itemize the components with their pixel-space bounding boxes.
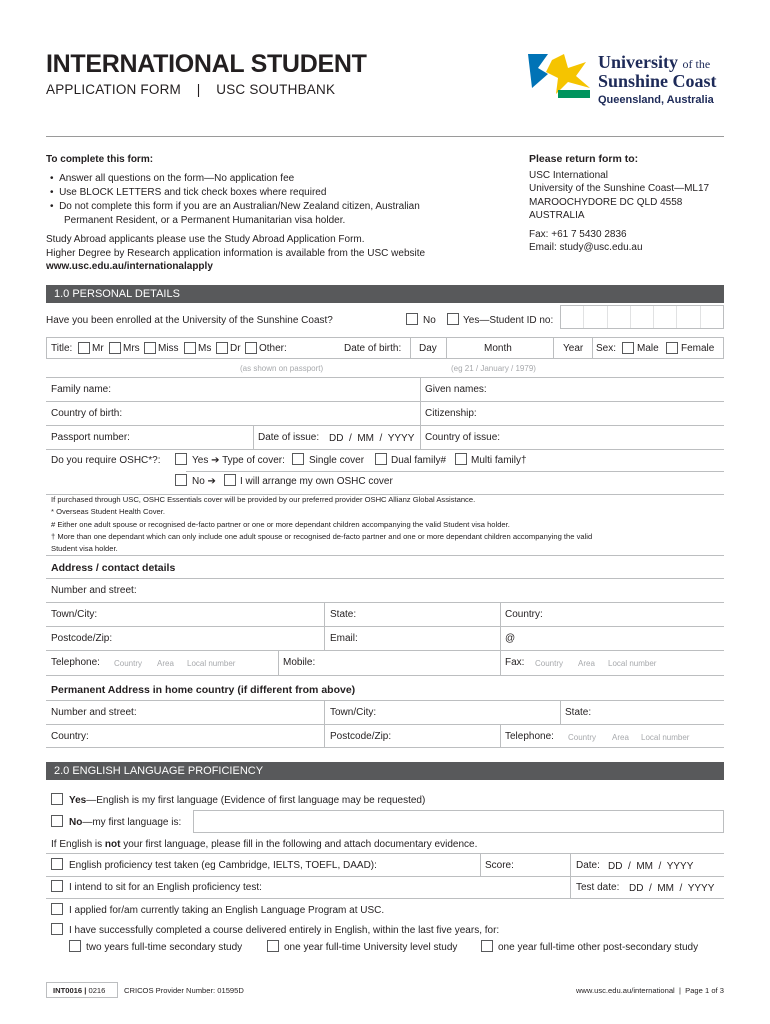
title-other-label: Other:: [259, 343, 287, 354]
oshc-multi-label: Multi family†: [471, 455, 527, 466]
perm-street-label: Number and street:: [51, 707, 137, 718]
country-of-birth-field[interactable]: [140, 402, 418, 424]
logo-university: University: [598, 52, 678, 72]
oshc-question: Do you require OSHC*?:: [51, 455, 161, 466]
test-date-field[interactable]: DD / MM / YYYY: [608, 861, 694, 872]
logo-of-the: of the: [682, 57, 711, 71]
title-dr-checkbox[interactable]: [216, 342, 228, 354]
perm-telephone-area-field[interactable]: Area: [612, 733, 629, 742]
post-secondary-label: one year full-time other post-secondary study: [498, 942, 699, 953]
dob-example-note: (eg 21 / January / 1979): [451, 364, 536, 373]
title-ms-checkbox[interactable]: [184, 342, 196, 354]
return-line: University of the Sunshine Coast—ML17: [529, 183, 710, 194]
cricos-number: CRICOS Provider Number: 01595D: [124, 986, 244, 995]
title-mr-label: Mr: [92, 343, 104, 354]
title-mrs-label: Mrs: [123, 343, 140, 354]
footer-page-info: www.usc.edu.au/international | Page 1 of 3: [575, 986, 724, 995]
university-study-checkbox[interactable]: [267, 940, 279, 952]
secondary-study-label: two years full-time secondary study: [86, 942, 243, 953]
return-line: USC International: [529, 169, 608, 181]
fax-local-field[interactable]: Local number: [608, 659, 657, 668]
perm-country-label: Country:: [51, 731, 89, 742]
title-mrs-checkbox[interactable]: [109, 342, 121, 354]
secondary-study-checkbox[interactable]: [69, 940, 81, 952]
title-mr-checkbox[interactable]: [78, 342, 90, 354]
intended-test-date-field[interactable]: DD / MM / YYYY: [629, 883, 715, 894]
study-abroad-note: Study Abroad applicants please use the Study Abroad Application Form.: [46, 234, 365, 245]
sex-female-checkbox[interactable]: [666, 342, 678, 354]
given-names-field[interactable]: [500, 378, 722, 400]
section-1-header: 1.0 PERSONAL DETAILS: [46, 285, 724, 303]
date-of-issue-field[interactable]: DD / MM / YYYY: [329, 433, 415, 444]
address-state-field[interactable]: [365, 603, 498, 625]
citizenship-field[interactable]: [490, 402, 722, 424]
title-other-checkbox[interactable]: [245, 342, 257, 354]
perm-country-field[interactable]: [100, 725, 322, 747]
given-names-label: Given names:: [425, 384, 487, 395]
return-line: AUSTRALIA: [529, 210, 585, 221]
return-address: [529, 153, 709, 255]
mobile-field[interactable]: [322, 651, 498, 675]
intended-test-date-label: Test date:: [576, 882, 620, 893]
email-label: Email:: [330, 633, 358, 644]
perm-postcode-field[interactable]: [405, 725, 498, 747]
title-dr-label: Dr: [230, 343, 241, 354]
oshc-dual-checkbox[interactable]: [375, 453, 387, 465]
instruction-item: • Do not complete this form if you are an Australian/New Zealand citizen, Australian: [50, 201, 420, 212]
perm-postcode-label: Postcode/Zip:: [330, 731, 392, 742]
english-yes-label: Yes—English is my first language (Evidence of first language may be requested): [69, 795, 426, 806]
title-label: Title:: [51, 343, 73, 354]
enrolled-yes-label: Yes—Student ID no:: [463, 315, 554, 326]
first-language-field[interactable]: [193, 810, 724, 833]
oshc-dual-label: Dual family#: [391, 455, 447, 466]
email-field[interactable]: @: [505, 633, 516, 644]
perm-telephone-country-field[interactable]: Country: [568, 733, 597, 742]
country-of-issue-label: Country of issue:: [425, 432, 501, 443]
logo-queensland: Queensland, Australia: [598, 94, 714, 106]
return-heading: Please return form to:: [529, 153, 639, 165]
score-label: Score:: [485, 860, 514, 871]
instructions-heading: To complete this form:: [46, 154, 154, 165]
research-note: Higher Degree by Research application information is available from the USC website: [46, 247, 426, 259]
instruction-item: • Answer all questions on the form—No application fee: [50, 173, 295, 184]
address-street-label: Number and street:: [51, 585, 137, 596]
section-2-header: 2.0 ENGLISH LANGUAGE PROFICIENCY: [46, 762, 724, 780]
passport-number-label: Passport number:: [51, 432, 130, 443]
address-town-field[interactable]: [110, 603, 322, 625]
address-street-field[interactable]: [150, 579, 722, 601]
return-line: MAROOCHYDORE DC QLD 4558: [529, 196, 683, 208]
usc-logo-icon: [528, 54, 592, 100]
post-secondary-checkbox[interactable]: [481, 940, 493, 952]
country-of-birth-label: Country of birth:: [51, 408, 123, 419]
citizenship-label: Citizenship:: [425, 408, 477, 419]
completed-course-label: I have successfully completed a course delivered entirely in English, within the last five years, for:: [69, 925, 500, 936]
title-miss-label: Miss: [158, 343, 179, 354]
dob-day-field[interactable]: Day: [419, 343, 437, 354]
address-state-label: State:: [330, 609, 357, 620]
form-subtitle: APPLICATION FORM | USC SOUTHBANK: [46, 82, 336, 97]
test-taken-checkbox[interactable]: [51, 858, 63, 870]
fax-area-field[interactable]: Area: [578, 659, 595, 668]
oshc-no-checkbox[interactable]: [175, 474, 187, 486]
oshc-note: * Overseas Student Health Cover.: [51, 507, 165, 517]
date-of-issue-label: Date of issue:: [258, 432, 320, 443]
apply-url-link[interactable]: www.usc.edu.au/internationalapply: [46, 261, 213, 272]
telephone-local-field[interactable]: Local number: [187, 659, 236, 668]
perm-telephone-local-field[interactable]: Local number: [641, 733, 690, 742]
dob-year-field[interactable]: Year: [563, 343, 584, 354]
form-title: INTERNATIONAL STUDENT: [46, 50, 367, 78]
telephone-country-field[interactable]: Country: [114, 659, 143, 668]
dob-label: Date of birth:: [344, 343, 402, 354]
enrolled-yes-checkbox[interactable]: [447, 313, 459, 325]
oshc-single-label: Single cover: [309, 455, 365, 466]
english-program-checkbox[interactable]: [51, 903, 63, 915]
sex-label: Sex:: [596, 343, 617, 354]
form-code: INT0016 | 0216: [53, 986, 106, 995]
permanent-address-heading: Permanent Address in home country (if different from above): [51, 684, 356, 696]
oshc-own-checkbox[interactable]: [224, 474, 236, 486]
completed-course-checkbox[interactable]: [51, 923, 63, 935]
address-town-label: Town/City:: [51, 609, 98, 620]
oshc-note: If purchased through USC, OSHC Essentials cover will be provided by our preferred provider OSHC Allianz Global Assistance.: [51, 495, 476, 504]
perm-town-label: Town/City:: [330, 707, 377, 718]
if-not-english-note: If English is not your first language, please fill in the following and attach documentary evidence.: [51, 839, 478, 850]
passport-number-field[interactable]: [140, 426, 252, 448]
logo-sunshine-coast: Sunshine Coast: [598, 71, 717, 91]
dob-month-field[interactable]: Month: [484, 343, 512, 354]
oshc-yes-label: Yes ➔ Type of cover:: [192, 455, 285, 466]
sex-female-label: Female: [681, 343, 715, 354]
address-country-label: Country:: [505, 609, 543, 620]
as-shown-note: (as shown on passport): [240, 364, 324, 373]
enrolled-question: Have you been enrolled at the University of the Sunshine Coast?: [46, 315, 333, 326]
address-country-field[interactable]: [550, 603, 722, 625]
intend-test-checkbox[interactable]: [51, 880, 63, 892]
perm-street-field[interactable]: [150, 701, 322, 723]
oshc-note: # Either one adult spouse or recognised de-facto partner or one or more dependant children accompanying the valid Student visa holder.: [51, 519, 510, 529]
enrolled-no-checkbox[interactable]: [406, 313, 418, 325]
english-yes-checkbox[interactable]: [51, 793, 63, 805]
telephone-label: Telephone:: [51, 657, 100, 668]
family-name-label: Family name:: [51, 384, 112, 395]
address-heading: Address / contact details: [51, 562, 176, 574]
perm-state-label: State:: [565, 707, 592, 718]
oshc-notes: [51, 494, 721, 555]
perm-town-field[interactable]: [390, 701, 558, 723]
instruction-item: Permanent Resident, or a Permanent Humanitarian visa holder.: [64, 215, 346, 226]
instructions-list: [50, 172, 490, 228]
title-ms-label: Ms: [198, 343, 212, 354]
header-divider: [46, 136, 724, 137]
oshc-multi-checkbox[interactable]: [455, 453, 467, 465]
address-postcode-label: Postcode/Zip:: [51, 633, 113, 644]
test-taken-label: English proficiency test taken (eg Cambridge, IELTS, TOEFL, DAAD):: [69, 860, 377, 871]
oshc-own-label: I will arrange my own OSHC cover: [240, 476, 393, 487]
sex-male-label: Male: [637, 343, 659, 354]
family-name-field[interactable]: [140, 378, 418, 400]
oshc-yes-checkbox[interactable]: [175, 453, 187, 465]
title-miss-checkbox[interactable]: [144, 342, 156, 354]
oshc-no-label: No ➔: [192, 476, 216, 487]
fax-label: Fax:: [505, 657, 525, 668]
return-fax: Fax: +61 7 5430 2836: [529, 228, 627, 240]
english-program-label: I applied for/am currently taking an English Language Program at USC.: [69, 905, 385, 916]
instruction-item: • Use BLOCK LETTERS and tick check boxes where required: [50, 187, 327, 198]
student-id-boxes[interactable]: [560, 305, 724, 329]
return-email: Email: study@usc.edu.au: [529, 242, 643, 253]
mobile-label: Mobile:: [283, 657, 316, 668]
test-date-label: Date:: [576, 860, 600, 871]
english-no-label: No—my first language is:: [69, 817, 182, 828]
usc-logo: [528, 54, 728, 110]
score-field[interactable]: [518, 854, 568, 875]
country-of-issue-field[interactable]: [510, 426, 722, 448]
telephone-area-field[interactable]: Area: [157, 659, 174, 668]
sex-male-checkbox[interactable]: [622, 342, 634, 354]
enrolled-no-label: No: [423, 315, 436, 326]
university-study-label: one year full-time University level study: [284, 942, 458, 953]
english-no-checkbox[interactable]: [51, 815, 63, 827]
oshc-note: † More than one dependant which can only include one adult spouse or recognised de-facto partner and one or more dependant children accompanying the valid: [51, 531, 593, 541]
intend-test-label: I intend to sit for an English proficiency test:: [69, 882, 262, 893]
perm-state-field[interactable]: [600, 701, 722, 723]
fax-country-field[interactable]: Country: [535, 659, 564, 668]
oshc-single-checkbox[interactable]: [292, 453, 304, 465]
perm-telephone-label: Telephone:: [505, 731, 554, 742]
oshc-note: Student visa holder.: [51, 544, 118, 554]
address-postcode-field[interactable]: [125, 627, 322, 649]
